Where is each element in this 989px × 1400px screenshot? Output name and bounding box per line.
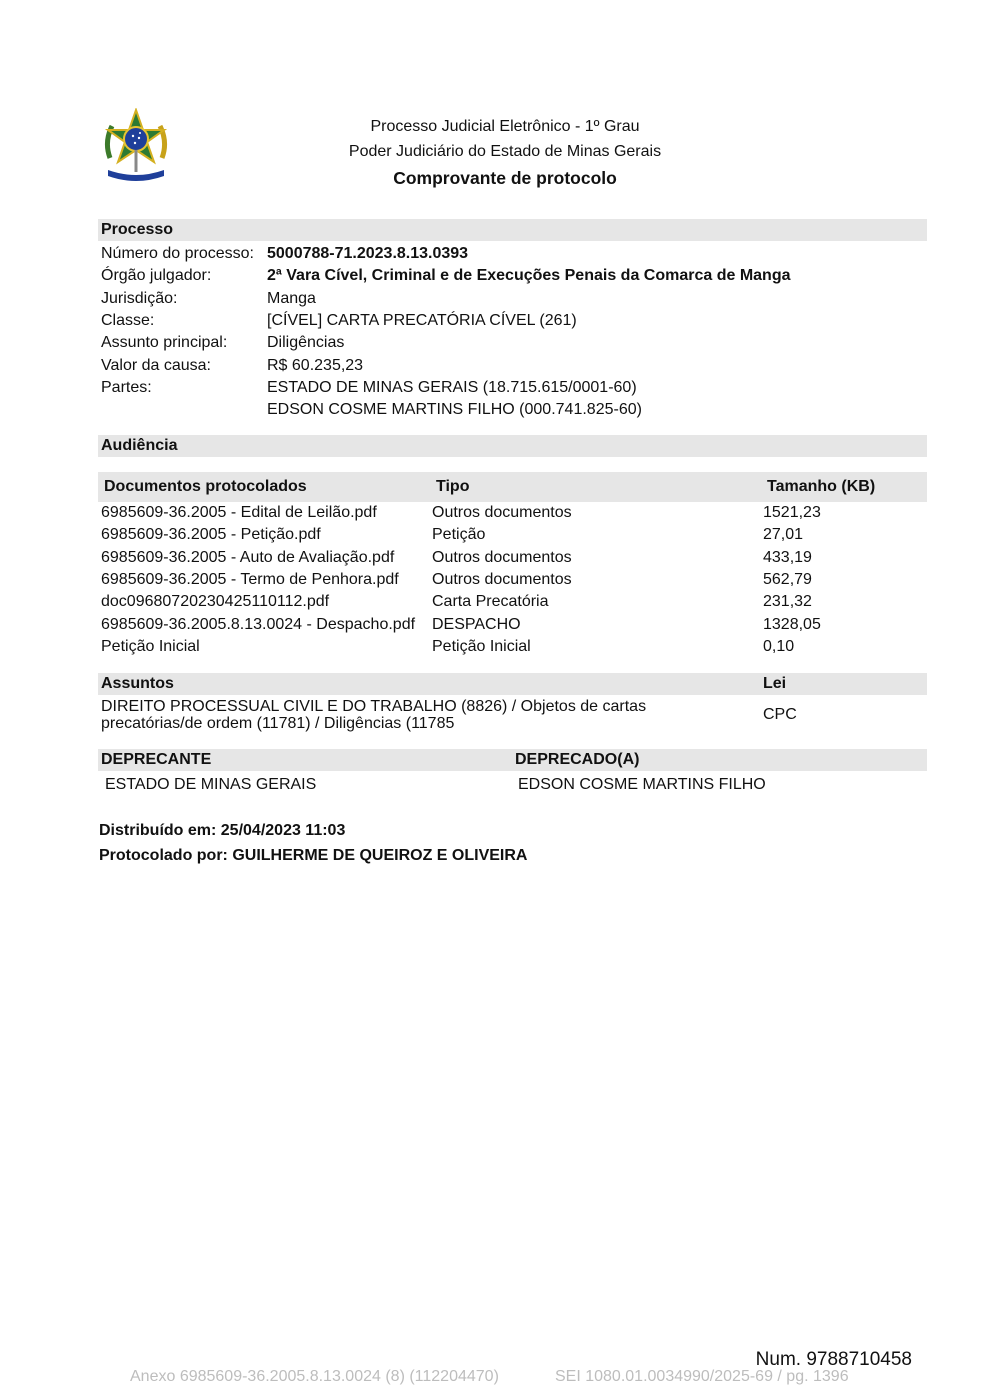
field-value: Manga — [267, 290, 316, 307]
partes-table-header — [98, 749, 927, 771]
field-assunto — [101, 333, 931, 353]
table-row — [101, 615, 927, 637]
field-value: Diligências — [267, 334, 345, 351]
doc-name: Petição Inicial — [101, 638, 200, 655]
deprecado-header: DEPRECADO(A) — [515, 751, 640, 768]
header-line-1: Processo Judicial Eletrônico - 1º Grau — [370, 118, 640, 135]
field-valor — [101, 356, 931, 376]
doc-name: doc09680720230425110112.pdf — [101, 593, 330, 610]
field-orgao — [101, 266, 931, 286]
protocolado-por: Protocolado por: GUILHERME DE QUEIROZ E OLIVEIRA — [99, 847, 528, 864]
processo-fields — [101, 244, 931, 424]
col-header-tipo: Tipo — [436, 478, 470, 495]
assuntos-text — [101, 698, 701, 732]
documentos-table-body — [101, 503, 927, 663]
assuntos-header: Assuntos — [101, 675, 174, 692]
assuntos-section-header — [98, 673, 927, 695]
field-label: Jurisdição: — [101, 290, 178, 307]
document-title: Comprovante de protocolo — [393, 168, 617, 188]
assuntos-text-line-1: DIREITO PROCESSUAL CIVIL E DO TRABALHO (8826) / Objetos de cartas — [101, 698, 647, 715]
field-value: R$ 60.235,23 — [267, 357, 364, 374]
doc-type: Petição — [432, 526, 486, 543]
doc-name: 6985609-36.2005 - Termo de Penhora.pdf — [101, 571, 399, 588]
field-value: [CÍVEL] CARTA PRECATÓRIA CÍVEL (261) — [267, 312, 577, 329]
header-line-2: Poder Judiciário do Estado de Minas Gerais — [348, 143, 662, 160]
col-header-documentos: Documentos protocolados — [104, 478, 307, 495]
table-row — [101, 592, 927, 614]
doc-name: 6985609-36.2005 - Auto de Avaliação.pdf — [101, 549, 395, 566]
field-partes — [101, 378, 931, 398]
doc-type: Outros documentos — [432, 571, 572, 588]
field-label: Assunto principal: — [101, 334, 228, 351]
field-label: Valor da causa: — [101, 357, 211, 374]
assuntos-text-line-2: precatórias/de ordem (11781) / Diligências (11785 — [101, 715, 455, 732]
audiencia-section-header — [98, 435, 927, 457]
table-row — [101, 637, 927, 659]
field-value: ESTADO DE MINAS GERAIS (18.715.615/0001-60) — [267, 379, 637, 396]
field-jurisdicao — [101, 289, 931, 309]
field-numero — [101, 244, 931, 264]
doc-size: 1521,23 — [763, 504, 821, 521]
anexo-reference: Anexo 6985609-36.2005.8.13.0024 (8) (112204470) — [130, 1368, 499, 1385]
assuntos-lei-value: CPC — [763, 706, 797, 723]
field-classe — [101, 311, 931, 331]
doc-type: Outros documentos — [432, 504, 572, 521]
table-row — [101, 525, 927, 547]
field-value: 5000788-71.2023.8.13.0393 — [267, 245, 469, 262]
sei-reference: SEI 1080.01.0034990/2025-69 / pg. 1396 — [555, 1368, 849, 1385]
processo-section-header — [98, 219, 927, 241]
field-partes-extra — [101, 400, 931, 420]
doc-type: Carta Precatória — [432, 593, 549, 610]
deprecante-header: DEPRECANTE — [101, 751, 212, 768]
processo-section-title: Processo — [101, 221, 174, 238]
doc-name: 6985609-36.2005 - Petição.pdf — [101, 526, 321, 543]
document-number: Num. 9788710458 — [755, 1349, 912, 1370]
distribuido-em: Distribuído em: 25/04/2023 11:03 — [99, 822, 346, 839]
col-header-tamanho: Tamanho (KB) — [767, 478, 876, 495]
field-label: Classe: — [101, 312, 155, 329]
doc-size: 1328,05 — [763, 616, 821, 633]
doc-size: 27,01 — [763, 526, 804, 543]
doc-type: DESPACHO — [432, 616, 521, 633]
doc-size: 0,10 — [763, 638, 795, 655]
field-label: Órgão julgador: — [101, 267, 212, 284]
doc-type: Outros documentos — [432, 549, 572, 566]
table-row — [101, 570, 927, 592]
doc-size: 433,19 — [763, 549, 812, 566]
doc-name: 6985609-36.2005 - Edital de Leilão.pdf — [101, 504, 377, 521]
audiencia-section-title: Audiência — [101, 437, 178, 454]
field-label: Número do processo: — [101, 245, 254, 262]
field-label: Partes: — [101, 379, 152, 396]
deprecante-value: ESTADO DE MINAS GERAIS — [105, 776, 317, 793]
doc-size: 231,32 — [763, 593, 812, 610]
field-value: 2ª Vara Cível, Criminal e de Execuções Penais da Comarca de Manga — [267, 267, 791, 284]
lei-header: Lei — [763, 675, 787, 692]
doc-name: 6985609-36.2005.8.13.0024 - Despacho.pdf — [101, 616, 416, 633]
deprecado-value: EDSON COSME MARTINS FILHO — [518, 776, 766, 793]
documentos-table-header — [98, 472, 927, 502]
doc-type: Petição Inicial — [432, 638, 531, 655]
table-row — [101, 548, 927, 570]
doc-size: 562,79 — [763, 571, 812, 588]
table-row — [101, 503, 927, 525]
field-value: EDSON COSME MARTINS FILHO (000.741.825-60) — [267, 401, 642, 418]
